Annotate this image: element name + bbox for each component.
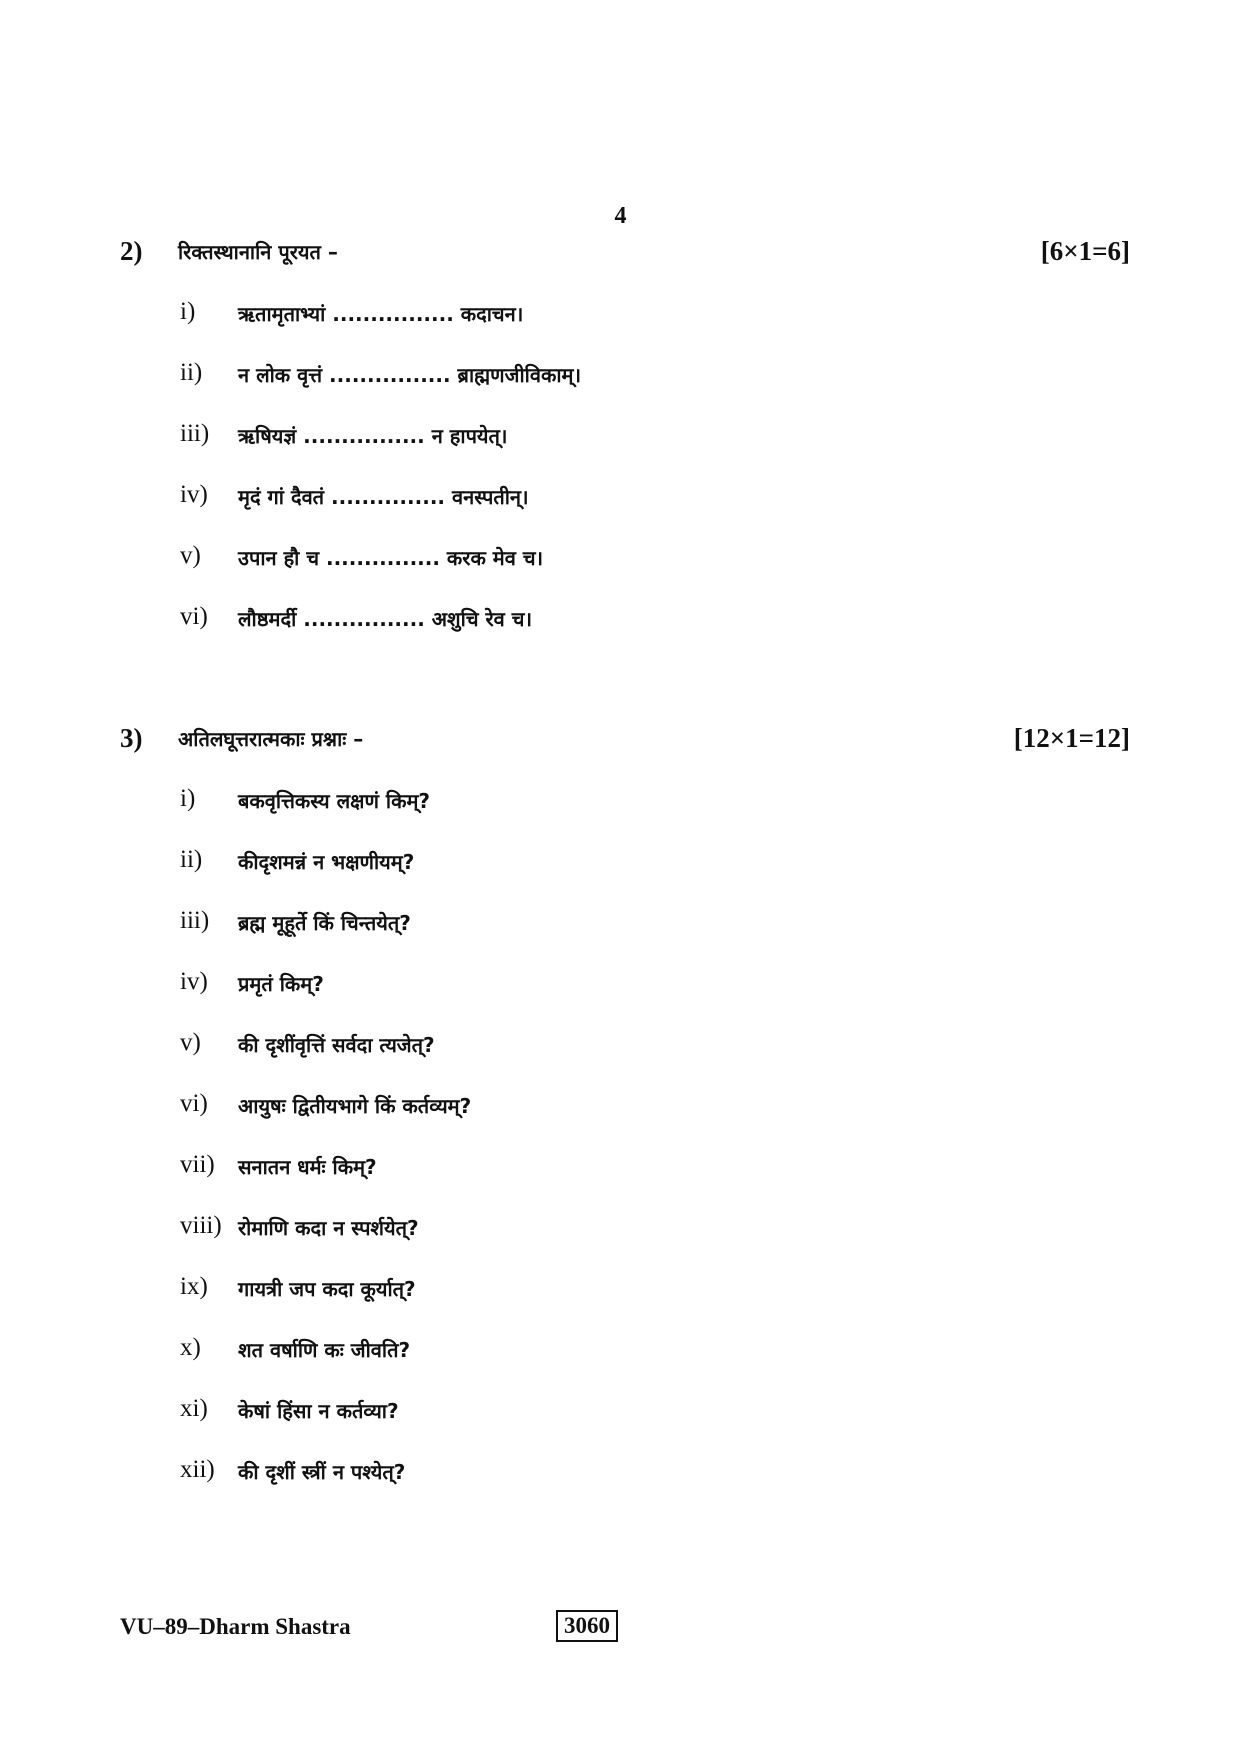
paper-number-box: 3060 xyxy=(556,1610,618,1642)
question-2 xyxy=(120,236,1130,631)
paper-code: VU–89–Dharm Shastra xyxy=(120,1614,351,1639)
item-numeral: iii) xyxy=(180,420,210,447)
item-numeral: vi) xyxy=(180,1090,208,1117)
item-numeral: xii) xyxy=(180,1456,215,1483)
item-numeral: x) xyxy=(180,1334,201,1361)
item-numeral: ii) xyxy=(180,359,203,386)
item-text: आयुषः द्वितीयभागे किं कर्तव्यम्? xyxy=(238,1094,472,1118)
item-numeral: v) xyxy=(180,542,201,569)
item-numeral: iii) xyxy=(180,907,210,934)
item-numeral: iv) xyxy=(180,968,208,995)
item-numeral: vii) xyxy=(180,1151,215,1178)
item-numeral: i) xyxy=(180,785,196,812)
question-number: 3) xyxy=(120,723,143,753)
question-title: रिक्तस्थानानि पूरयत – xyxy=(178,240,338,264)
question-header xyxy=(120,723,1130,763)
item-text: ऋषियज्ञं ................ न हापयेत्। xyxy=(238,424,508,448)
item-text: ऋतामृताभ्यां ................ कदाचन। xyxy=(238,302,524,326)
item-numeral: ix) xyxy=(180,1273,208,1300)
item-text: प्रमृतं किम्? xyxy=(238,972,324,996)
item-text: उपान हौ च ............... करक मेव च। xyxy=(238,546,544,570)
item-text: लौष्ठमर्दी ................ अशुचि रेव च। xyxy=(238,607,533,631)
item-numeral: vi) xyxy=(180,603,208,630)
question-3 xyxy=(120,723,1130,1484)
item-numeral: iv) xyxy=(180,481,208,508)
item-numeral: v) xyxy=(180,1029,201,1056)
question-marks: [6×1=6] xyxy=(1040,236,1130,266)
item-numeral: ii) xyxy=(180,846,203,873)
item-text: बकवृत्तिकस्य लक्षणं किम्? xyxy=(238,789,431,813)
item-text: की दृशींवृत्तिं सर्वदा त्यजेत्? xyxy=(238,1033,435,1057)
item-text: कीदृशमन्नं न भक्षणीयम्? xyxy=(238,850,415,874)
item-text: सनातन धर्मः किम्? xyxy=(238,1155,377,1179)
item-text: मृदं गां दैवतं ............... वनस्पतीन्। xyxy=(238,485,529,509)
item-text: ब्रह्म मूहूर्ते किं चिन्तयेत्? xyxy=(238,911,411,935)
question-header xyxy=(120,236,1130,276)
item-text: रोमाणि कदा न स्पर्शयेत्? xyxy=(238,1216,419,1240)
item-text: की दृशीं स्त्रीं न पश्येत्? xyxy=(238,1460,406,1484)
item-numeral: i) xyxy=(180,298,196,325)
question-title: अतिलघूत्तरात्मकाः प्रश्नाः – xyxy=(178,727,364,751)
item-text: केषां हिंसा न कर्तव्या? xyxy=(238,1399,399,1423)
item-numeral: xi) xyxy=(180,1395,208,1422)
item-numeral: viii) xyxy=(180,1212,222,1239)
page-number: 4 xyxy=(614,203,627,229)
question-marks: [12×1=12] xyxy=(1013,723,1130,753)
item-text: न लोक वृत्तं ................ ब्राह्मणजीविकाम्। xyxy=(238,363,582,387)
item-text: गायत्री जप कदा कूर्यात्? xyxy=(238,1277,416,1301)
item-text: शत वर्षाणि कः जीवति? xyxy=(238,1338,411,1362)
question-number: 2) xyxy=(120,236,143,266)
